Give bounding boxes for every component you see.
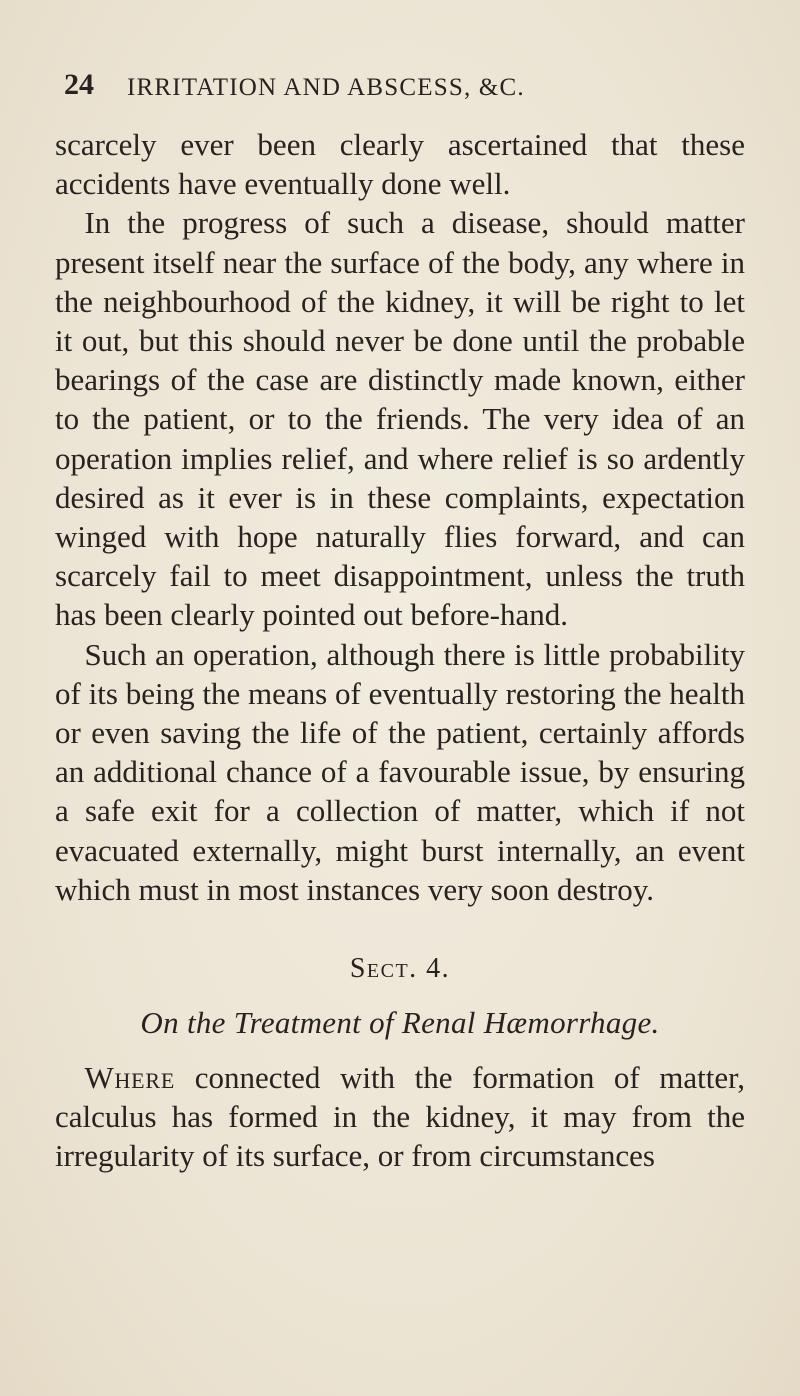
running-head: IRRITATION AND ABSCESS, &C. (127, 74, 525, 101)
section-heading: Sect. 4. (349, 953, 451, 985)
page-header (0, 68, 800, 108)
section-paragraph-text: connected with the formation of matter, calculus has formed in the kidney, it may from the irregularity of its surface, or from circumstances (55, 1060, 745, 1174)
paragraph-progress-of-disease: In the progress of such a disease, should matter present itself near the surface of the body, any where in the neighbourhood of the kidney, it will be right to let it out, but this should never be done until the probable bearings of the case are distinctly made known, either to the patient, or to the friends. The very idea of an operation implies relief, and where relief is so ardently desired as it ever is in these complaints, expectation winged with hope naturally flies forward, and can scarcely fail to meet disappointment, unless the truth has been clearly pointed out before-hand. (55, 205, 745, 633)
body-text (55, 125, 745, 1176)
paragraph-such-an-operation: Such an operation, although there is little probability of its being the means of eventually restoring the health or even saving the life of the patient, certainly affords an additional chance of a favourable issue, by ensuring a safe exit for a collection of matter, which if not evacuated externally, might burst internally, an event which must in most instances very soon destroy. (55, 636, 745, 907)
section-lead-word: Where (84, 1060, 176, 1096)
paragraph-where-connected (55, 1058, 745, 1176)
paragraph-continuation: scarcely ever been clearly ascertained that these accidents have eventually done well. (55, 127, 745, 202)
page-number: 24 (64, 68, 94, 101)
section-title: On the Treatment of Renal Hæmorrhage. (140, 1005, 660, 1041)
